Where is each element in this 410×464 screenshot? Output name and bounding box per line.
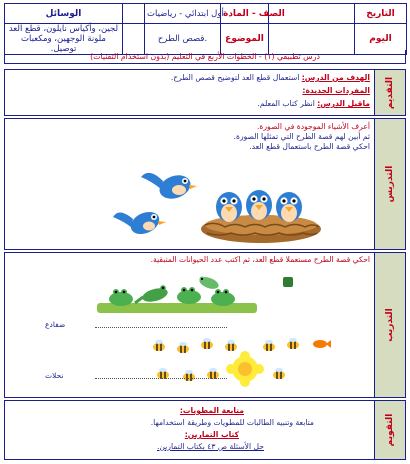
- class-subject-value: أول ابتدائي - رياضيات: [145, 4, 221, 24]
- bee-icon: [201, 338, 213, 349]
- bee-icon: [287, 338, 299, 349]
- frogs-answer-line[interactable]: [95, 327, 227, 328]
- topic-value: قصص الطرح.: [145, 24, 221, 55]
- frog-icon: [135, 285, 169, 304]
- fish-icon: [311, 337, 331, 351]
- frog-icon: [177, 287, 201, 304]
- flower-icon: [226, 351, 264, 387]
- tools-line: لجين، وأكياس نايلون، قطع العد: [8, 24, 119, 34]
- frog-icon: [211, 289, 235, 306]
- teaching-side: [374, 119, 405, 249]
- lesson-title: درس تطبيقي (١) - الخطوات الأربع في التعليم (بدون استخدام التقنيات): [4, 50, 406, 64]
- prelesson-label: ماقبل الدرس:: [317, 99, 370, 108]
- practice-side: [374, 253, 405, 397]
- assessment-line: متابعة المطويات:: [179, 406, 244, 415]
- prelesson-text: انظر كتاب المعلم.: [257, 99, 318, 108]
- teaching-content: [5, 119, 374, 249]
- objective-line: [171, 73, 370, 82]
- birds-nest-illustration: [113, 163, 323, 247]
- nest-bird-icon: [276, 192, 302, 222]
- bees-illustration: [145, 335, 305, 391]
- objective-text: استعمال قطع العد لتوضيح قصص الطرح.: [170, 73, 302, 82]
- frogs-label: ضفادع: [45, 320, 66, 329]
- teaching-line: ثم أبين لهم قصة الطرح التي تمثلها الصورة.: [233, 132, 370, 141]
- header-table: [4, 3, 407, 55]
- date-label: التاريخ: [355, 4, 407, 24]
- bee-icon: [177, 342, 189, 353]
- frog-icon: [109, 289, 133, 306]
- assessment-side-label: التقويم: [385, 413, 395, 447]
- bee-icon: [263, 340, 275, 351]
- flying-bird-icon: [141, 171, 197, 203]
- vocabulary-line: [302, 86, 370, 95]
- assessment-line: حل الأسئلة ص ٤٣ بكتاب التمارين.: [156, 442, 264, 451]
- day-label: اليوم: [355, 24, 407, 55]
- teaching-section: [4, 118, 406, 250]
- introduction-content: [5, 70, 374, 115]
- assessment-side: [374, 401, 405, 459]
- introduction-side: [374, 70, 405, 115]
- nest-bird-icon: [246, 190, 272, 220]
- assessment-section: [4, 400, 406, 460]
- introduction-side-label: التقديم: [385, 76, 395, 109]
- tools-label: الوسائل: [5, 4, 123, 24]
- bee-icon: [183, 370, 195, 381]
- assessment-line: كتاب التمارين:: [184, 430, 239, 439]
- bees-answer-line[interactable]: [95, 378, 227, 379]
- flying-bird-icon: [113, 208, 166, 239]
- assessment-content: [5, 401, 374, 459]
- frog-icon: [198, 275, 220, 291]
- bee-icon: [273, 368, 285, 379]
- teaching-line: أعرف الأشياء الموجودة في الصورة.: [256, 122, 370, 131]
- practice-side-label: التدريب: [385, 308, 395, 342]
- practice-instruction: احكي قصة الطرح مستعملا قطع العد، ثم اكتب عدد الحيوانات المتبقية.: [150, 255, 370, 264]
- teaching-side-label: التدريس: [385, 165, 395, 203]
- nest-bird-icon: [216, 192, 242, 222]
- objective-label: الهدف من الدرس:: [301, 73, 370, 82]
- teaching-line: احكي قصة الطرح باستعمال قطع العد.: [249, 142, 370, 151]
- class-subject-label: الصف - المادة: [221, 4, 269, 24]
- topic-label: الموضوع: [221, 24, 269, 55]
- bees-label: نحلات: [45, 371, 64, 380]
- bee-icon: [153, 340, 165, 351]
- assessment-line: متابعة وتنبيه الطالبات للمطويات وطريقة استخدامها.: [150, 418, 314, 427]
- practice-section: [4, 252, 406, 398]
- check-box-icon: [283, 277, 293, 287]
- prelesson-line: [258, 99, 371, 108]
- introduction-section: [4, 69, 406, 116]
- practice-content: [5, 253, 374, 397]
- bee-icon: [225, 340, 237, 351]
- vocabulary-label: المفردات الجديدة:: [302, 86, 370, 95]
- header-spacer: [123, 4, 145, 24]
- tools-line: ملونة الوجهين، ومكعبات توصيل.: [21, 34, 106, 54]
- frogs-illustration: [97, 273, 257, 315]
